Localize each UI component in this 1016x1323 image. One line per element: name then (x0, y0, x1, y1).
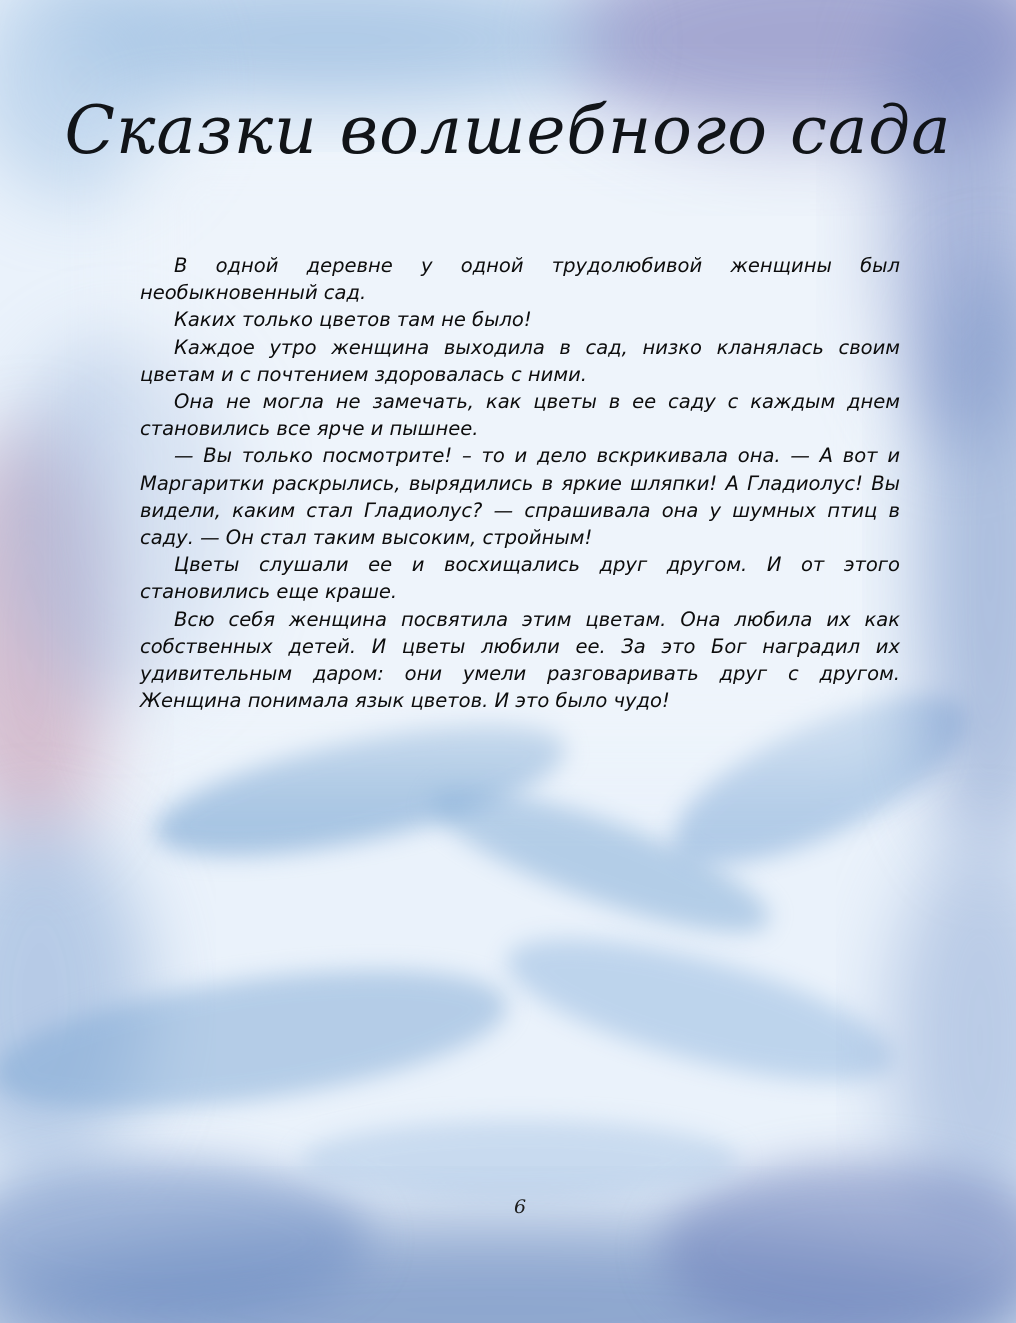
story-text (140, 252, 900, 714)
story-paragraph: В одной деревне у одной трудолюбивой женщины был необыкновенный сад. (140, 254, 900, 305)
story-paragraph: Цветы слушали ее и восхищались друг другом. И от этого становились еще краше. (140, 553, 900, 604)
story-paragraph: — Вы только посмотрите! – то и дело вскрикивала она. — А вот и Маргаритки раскрылись, вырядились в яркие шляпки! А Гладиолус! Вы видели, каким стал Гладиолус? — спрашивала она у шумных птиц в саду. — Он стал таким высоким, стройным! (140, 444, 900, 550)
page-number: 6 (513, 1196, 527, 1218)
story-paragraph: Каких только цветов там не было! (174, 308, 532, 332)
page-title: Сказки волшебного сада (64, 92, 952, 169)
story-paragraph: Каждое утро женщина выходила в сад, низко кланялась своим цветам и с почтением здоровалась с ними. (140, 335, 900, 386)
story-paragraph: Всю себя женщина посвятила этим цветам. Она любила их как собственных детей. И цветы любили ее. За это Бог наградил их удивительным даром: они умели разговаривать друг с другом. Женщина понимала язык цветов. И это было чудо! (140, 607, 900, 713)
story-paragraph: Она не могла не замечать, как цветы в ее саду с каждым днем становились все ярче и пышнее. (140, 390, 900, 441)
